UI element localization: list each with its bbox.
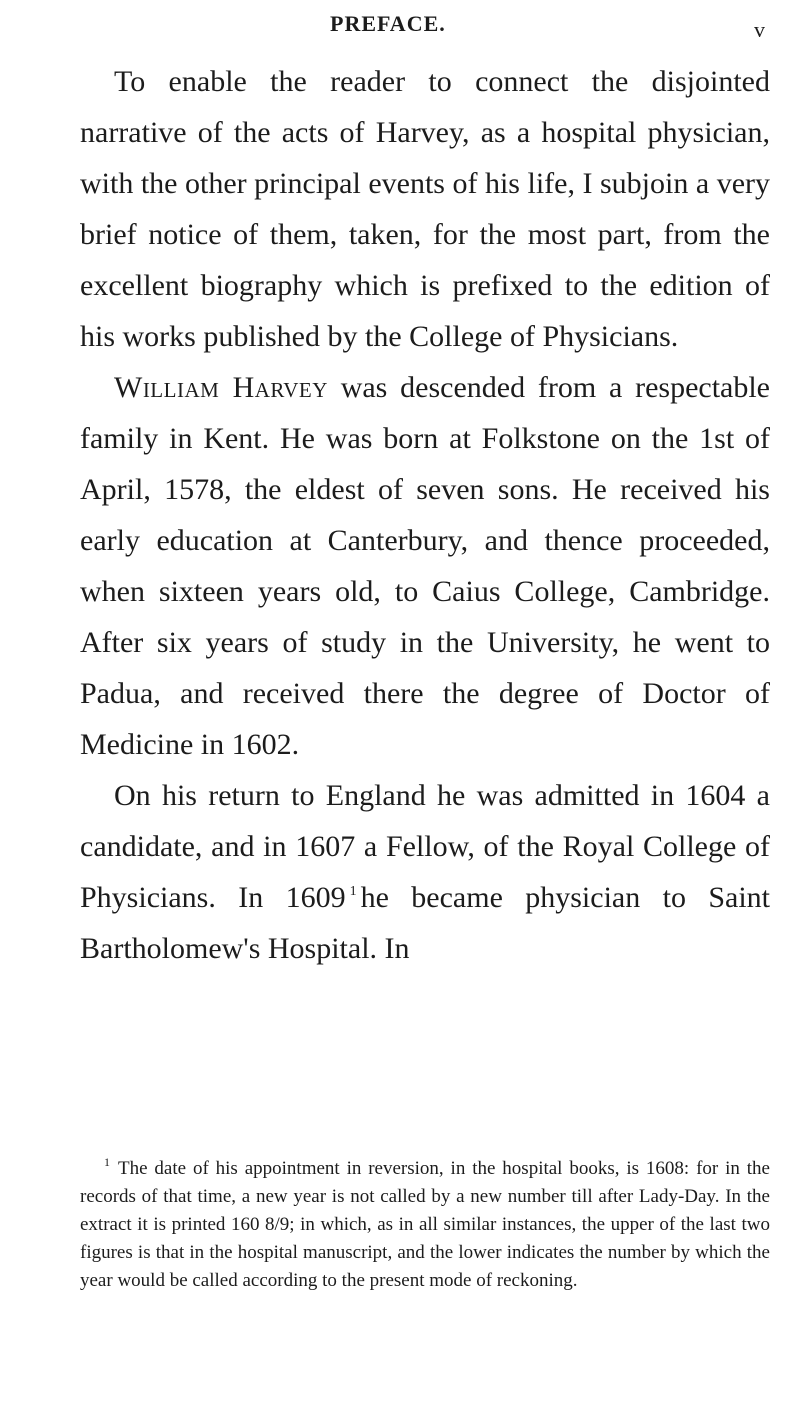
paragraph-2-text: was descended from a respectable family in Kent. He was born at Folkstone on the 1st of April, 1578, the eldest of seven sons. He received his early education at Canterbury, and thence proceeded, when sixteen years old, to Caius College, Cambridge. After six years of study in the University, he went to Padua, and received there the degree of Doctor of Medicine in 1602. bbox=[80, 371, 770, 761]
person-name: William Harvey bbox=[114, 371, 328, 404]
footnote-1 bbox=[80, 1155, 770, 1295]
main-text bbox=[80, 56, 770, 974]
footnote-reference: 1 bbox=[349, 884, 357, 899]
paragraph-2 bbox=[80, 362, 770, 770]
footnote-marker: 1 bbox=[104, 1155, 110, 1169]
paragraph-1: To enable the reader to connect the disjointed narrative of the acts of Harvey, as a hospital physician, with the other principal events of his life, I subjoin a very brief notice of them, taken, for the most part, from the excellent biography which is prefixed to the edition of his works published by the College of Physicians. bbox=[80, 65, 770, 353]
footnote-text: The date of his appointment in reversion, in the hospital books, is 1608: for in the records of that time, a new year is not called by a new number till after Lady-Day. In the extract it is printed 160 8/9; in which, as in all similar instances, the upper of the last two figures is that in the hospital manuscript, and the lower indicates the number by which the year would be called according to the present mode of reckoning. bbox=[80, 1158, 770, 1291]
paragraph-3-text-after: he became physician to Saint Bartholomew's Hospital. In bbox=[80, 881, 770, 965]
page-number: v bbox=[754, 17, 765, 42]
running-head bbox=[0, 4, 800, 44]
paragraph-3-text-before: On his return to England he was admitted in 1604 a candidate, and in 1607 a Fellow, of the Royal College of Physicians. In 1609 bbox=[80, 779, 770, 914]
paragraph-3 bbox=[80, 770, 770, 974]
running-title: PREFACE. bbox=[330, 11, 446, 36]
footnotes bbox=[80, 1155, 770, 1295]
